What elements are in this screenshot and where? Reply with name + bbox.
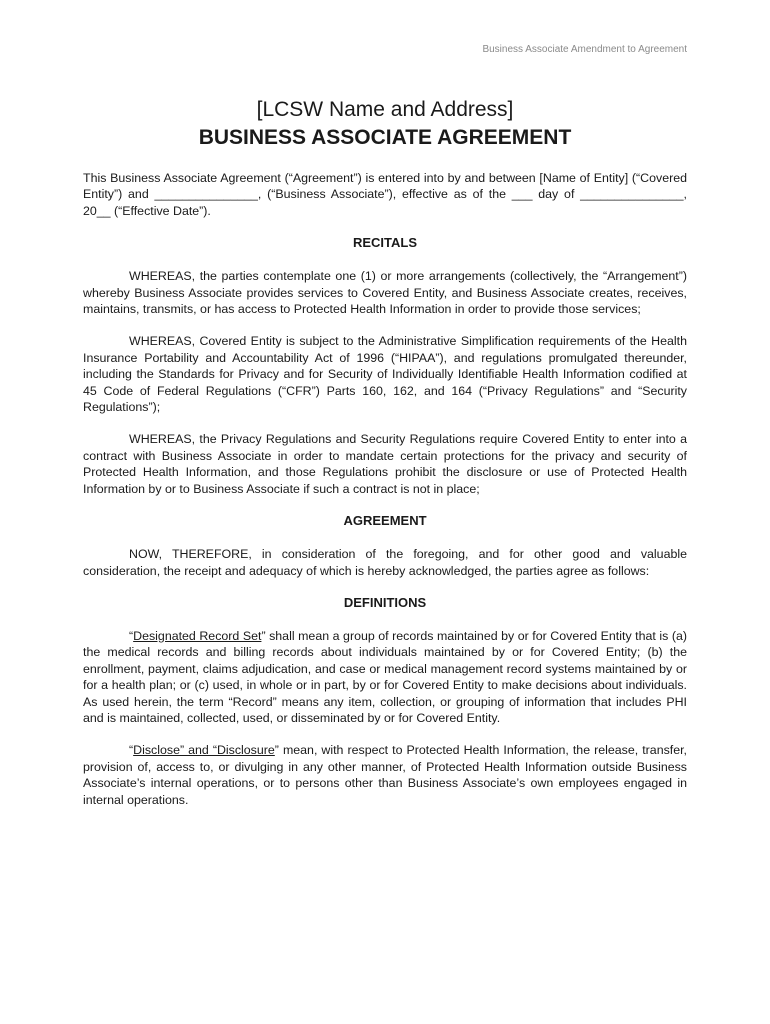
- definition-text: ” mean, with respect to Protected Health Information, the release, transfer, provision of, access to, or divulging in any other manner, of Protected Health Information outside Business Associate’s internal operations, or to persons other than Business Associate’s own employees engaged in internal operations.: [83, 743, 687, 807]
- agreement-paragraph: NOW, THEREFORE, in consideration of the foregoing, and for other good and valuable consideration, the receipt and adequacy of which is hereby acknowledged, the parties agree as follows:: [83, 547, 687, 578]
- document-body: [83, 96, 687, 824]
- definitions-heading: DEFINITIONS: [343, 594, 427, 610]
- definition-term: Designated Record Set: [133, 628, 262, 643]
- running-header: Business Associate Amendment to Agreement: [482, 44, 687, 55]
- document-title: BUSINESS ASSOCIATE AGREEMENT: [198, 126, 572, 149]
- definition-open-quote: “: [129, 628, 134, 643]
- recitals-heading: RECITALS: [352, 235, 418, 251]
- definition-paragraph: [83, 742, 687, 808]
- recital-paragraph: WHEREAS, the Privacy Regulations and Security Regulations require Covered Entity to enter into a contract with Business Associate in order to mandate certain protections for the privacy and security of Protected Health Information, and those Regulations prohibit the disclosure or use of Protected Health Information by or to Business Associate if such a contract is not in place;: [83, 432, 687, 496]
- definition-term: Disclose” and “Disclosure: [133, 743, 275, 758]
- recital-paragraph: WHEREAS, the parties contemplate one (1) or more arrangements (collectively, the “Arrangement”) whereby Business Associate provides services to Covered Entity, and Business Associate creates, receives, maintains, transmits, or has access to Protected Health Information in order to provide those services;: [83, 269, 687, 317]
- agreement-heading: AGREEMENT: [343, 513, 427, 529]
- document-title-name-address: [LCSW Name and Address]: [256, 98, 514, 121]
- definition-open-quote: “: [129, 743, 134, 758]
- definition-paragraph: [83, 628, 687, 726]
- recital-paragraph: WHEREAS, Covered Entity is subject to the Administrative Simplification requirements of the Health Insurance Portability and Accountability Act of 1996 (“HIPAA”), and regulations promulgated thereunder, including the Standards for Privacy and for Security of Individually Identifiable Health Information codified at 45 Code of Federal Regulations (“CFR”) Parts 160, 162, and 164 (“Privacy Regulations” and “Security Regulations”);: [83, 334, 687, 415]
- intro-paragraph: This Business Associate Agreement (“Agreement”) is entered into by and between [Name of Entity] (“Covered Entity”) and _______________, (“Business Associate”), effective as of the ___ day of _______________, 20__ (“Effective Date”).: [83, 171, 687, 218]
- definition-text: ” shall mean a group of records maintained by or for Covered Entity that is (a) the medical records and billing records about individuals maintained by or for Covered Entity; (b) the enrollment, payment, claims adjudication, and case or medical management record systems maintained by or for a health plan; or (c) used, in whole or in part, by or for Covered Entity to make decisions about individuals. As used herein, the term “Record” means any item, collection, or grouping of information that includes PHI and is maintained, collected, used, or disseminated by or for Covered Entity.: [83, 628, 687, 725]
